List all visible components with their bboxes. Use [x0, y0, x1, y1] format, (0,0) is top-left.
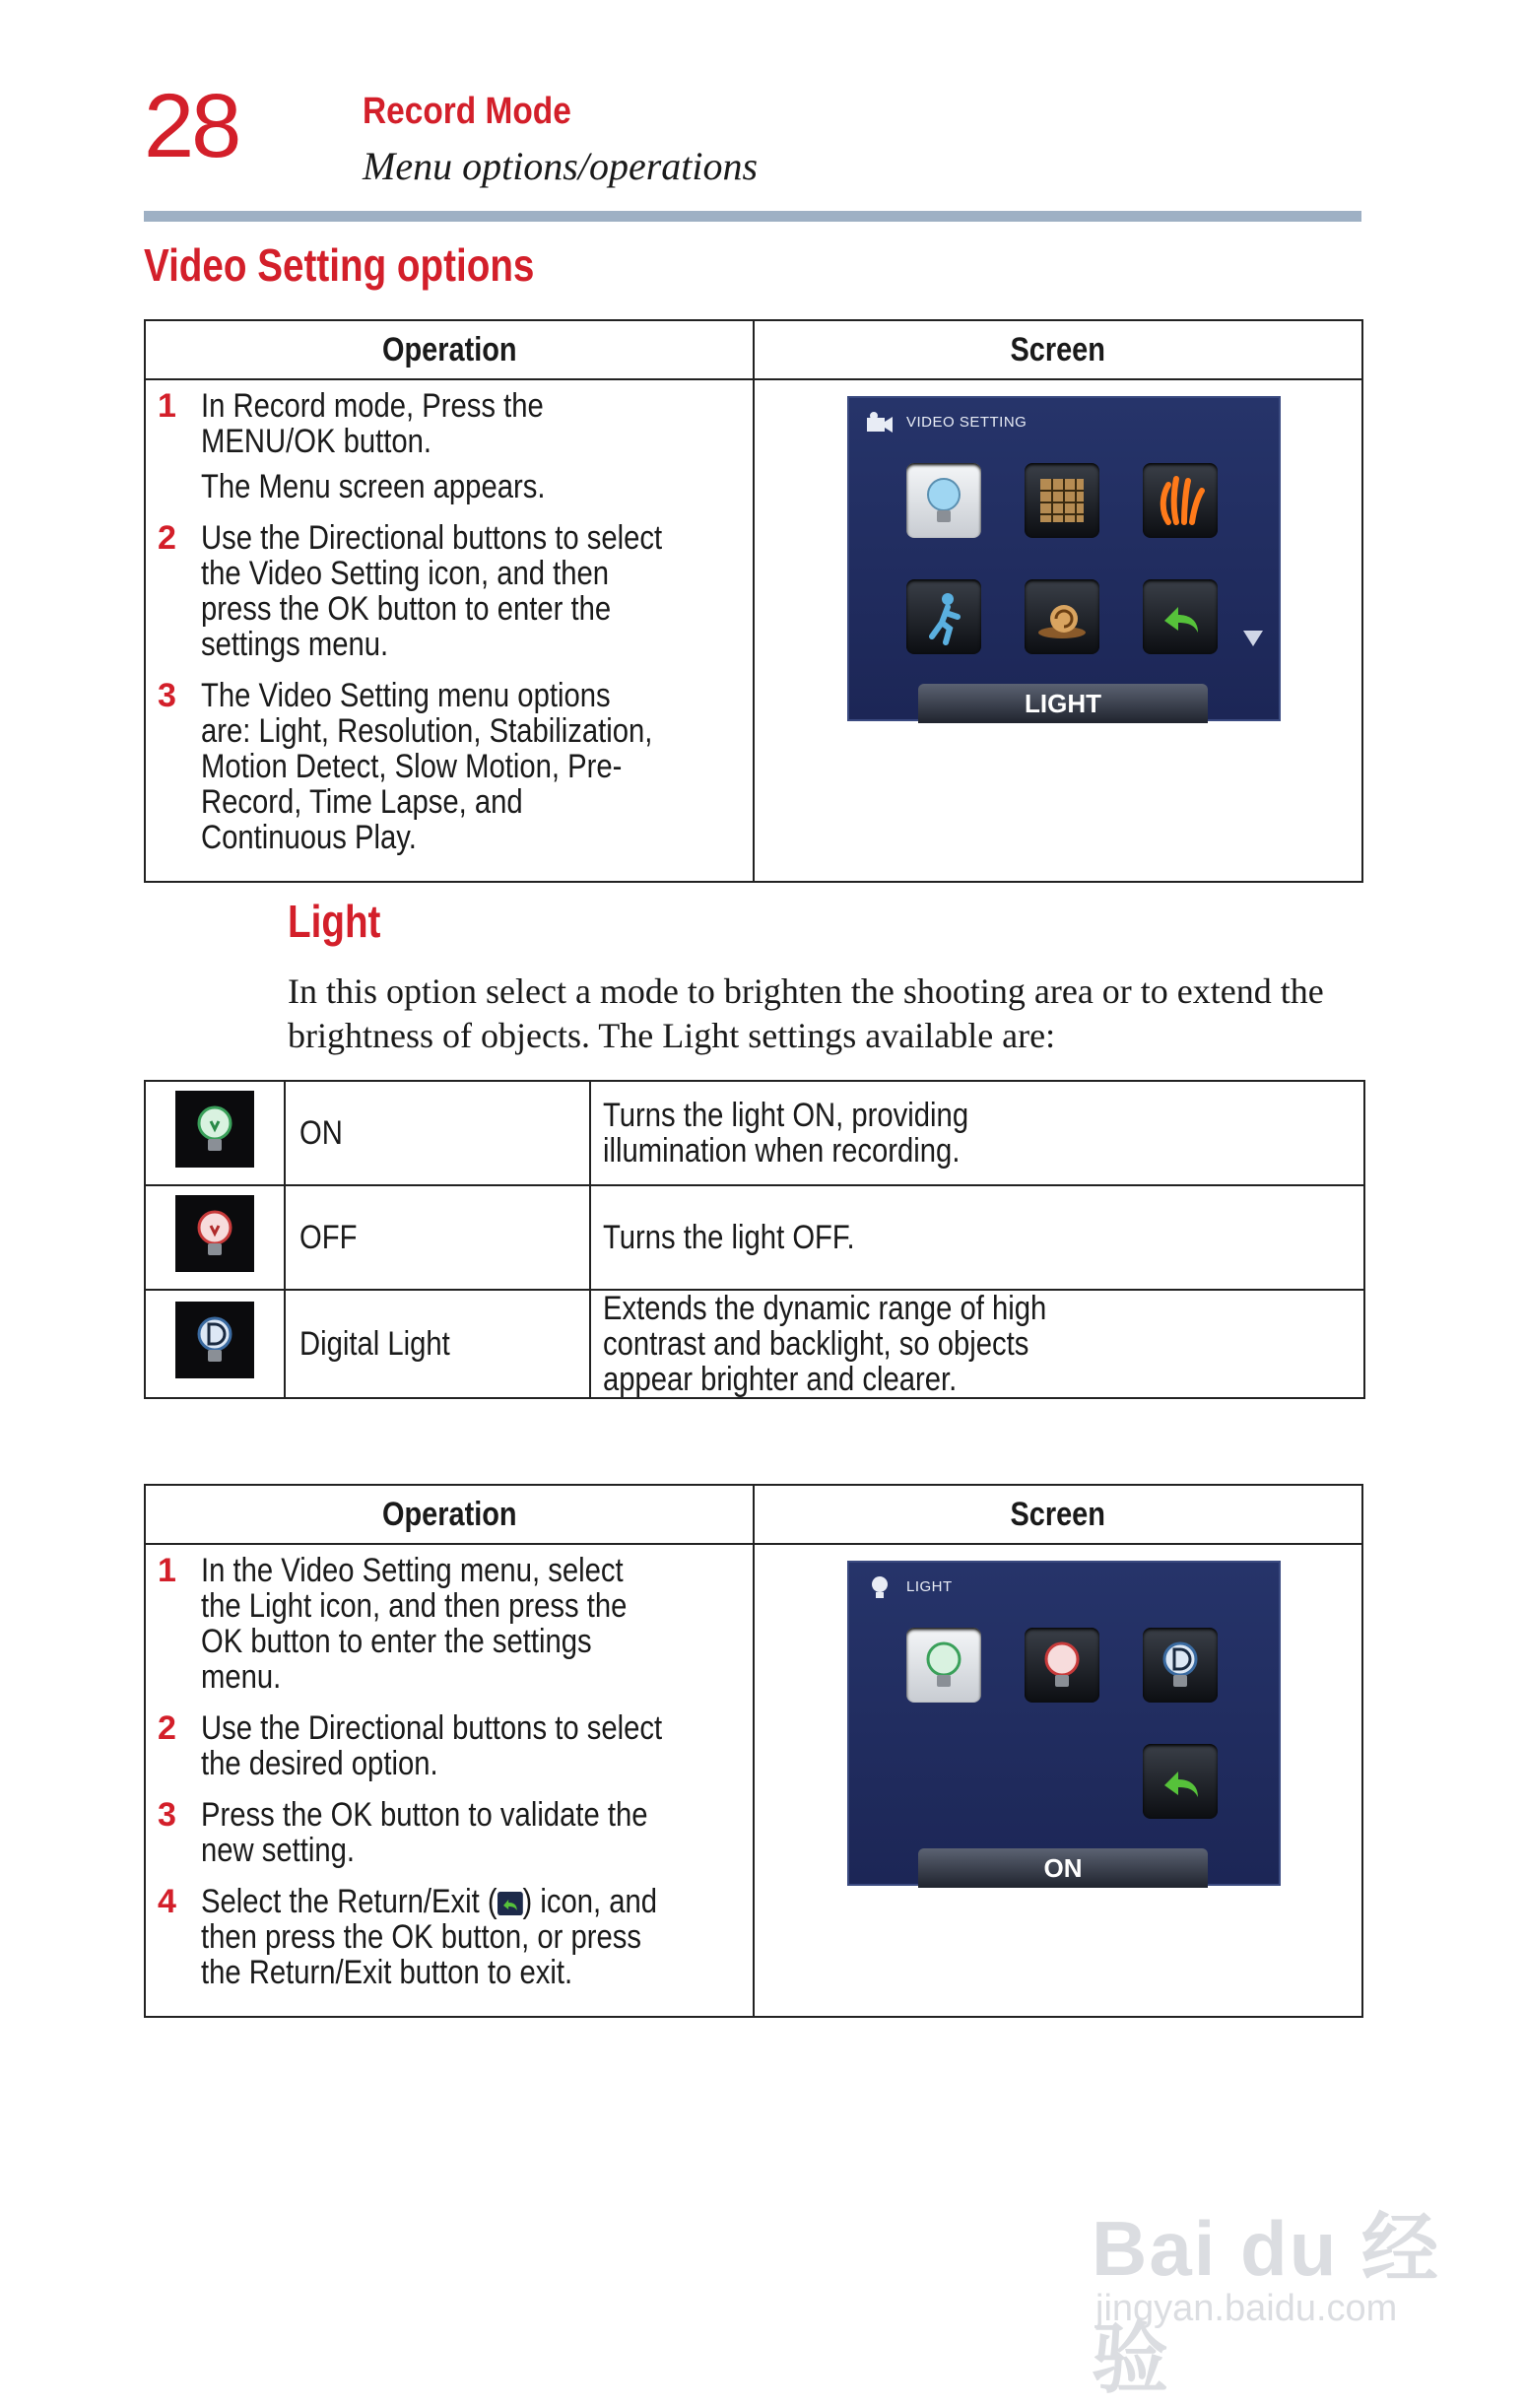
option-name: ON [285, 1081, 590, 1185]
screen-header: Screen [754, 320, 1362, 379]
operation-header: Operation [145, 1485, 754, 1544]
screen-header: Screen [754, 1485, 1362, 1544]
option-description: Turns the light OFF. [590, 1185, 1364, 1290]
light-icon [865, 1574, 895, 1600]
page-number: 28 [144, 76, 239, 176]
light-section-title: Light [288, 896, 381, 947]
step-item: 2 Use the Directional buttons to select the desired option. [158, 1709, 663, 1782]
option-icon-cell [145, 1185, 285, 1290]
option-icon-cell [145, 1290, 285, 1398]
option-row [145, 1290, 1364, 1398]
selected-option-bar: ON [918, 1848, 1208, 1888]
stabilization-icon [1143, 463, 1218, 538]
resolution-icon [1025, 463, 1099, 538]
light-settings-screen [847, 1561, 1281, 1886]
step-note: The Menu screen appears. [201, 468, 546, 505]
light-off-icon [1025, 1628, 1099, 1703]
return-exit-icon [497, 1892, 523, 1915]
return-exit-icon [1143, 1744, 1218, 1819]
light-description: In this option select a mode to brighten the shooting area or to extend the brightness of objects. The Light settings available are: [288, 971, 1324, 1055]
light-on-icon [906, 1628, 981, 1703]
video-setting-operation-table [144, 319, 1363, 883]
step-item: 3 The Video Setting menu options are: Light, Resolution, Stabilization, Motion Detect, Slow Motion, Pre-Record, Time Lapse, and Continuous Play. [158, 677, 653, 856]
chapter-subtitle: Menu options/operations [363, 144, 759, 188]
option-name: Digital Light [285, 1290, 590, 1398]
option-icon-cell [145, 1081, 285, 1185]
light-menu-icon [906, 463, 981, 538]
selected-option-bar: LIGHT [918, 684, 1208, 723]
option-row [145, 1185, 1364, 1290]
header-rule [144, 211, 1361, 222]
chapter-title: Record Mode [363, 91, 571, 132]
slow-motion-icon [1025, 579, 1099, 654]
light-operation-table [144, 1484, 1363, 2018]
operation-header: Operation [145, 320, 754, 379]
light-options-table [144, 1080, 1365, 1399]
option-description: Turns the light ON, providing illumination when recording. [590, 1081, 1364, 1185]
screen-cell [754, 1544, 1362, 2017]
option-row [145, 1081, 1364, 1185]
screen-title: VIDEO SETTING [906, 414, 1028, 431]
digital-light-icon [175, 1302, 254, 1378]
video-setting-screen [847, 396, 1281, 721]
light-off-icon [175, 1195, 254, 1272]
light-on-icon [175, 1091, 254, 1168]
section-title: Video Setting options [144, 239, 535, 291]
step-item: 3 Press the OK button to validate the new setting. [158, 1796, 648, 1869]
screen-cell [754, 379, 1362, 882]
return-exit-icon [1143, 579, 1218, 654]
scroll-down-icon [1243, 631, 1263, 646]
watermark [1092, 2158, 1446, 2402]
watermark-url: jingyan.baidu.com [1095, 2288, 1398, 2329]
motion-detect-icon [906, 579, 981, 654]
option-name: OFF [285, 1185, 590, 1290]
step-item: 1 In the Video Setting menu, select the Light icon, and then press the OK button to enter the settings menu. [158, 1552, 628, 1696]
video-setting-icon [865, 410, 895, 435]
step-item: 2 Use the Directional buttons to select the Video Setting icon, and then press the OK button to enter the settings menu. [158, 519, 663, 663]
operation-steps [145, 1544, 754, 2017]
option-description: Extends the dynamic range of high contrast and backlight, so objects appear brighter and clearer. [590, 1290, 1364, 1398]
digital-light-icon [1143, 1628, 1218, 1703]
screen-title: LIGHT [906, 1578, 953, 1595]
step-item: 1 In Record mode, Press the MENU/OK button. [158, 387, 544, 460]
operation-steps [145, 379, 754, 882]
step-item: 4 Select the Return/Exit ( ) icon, and then press the OK button, or press the Return/Exit button to exit. [158, 1883, 658, 1991]
watermark-brand: Bai du 经验 [1092, 2205, 1441, 2402]
